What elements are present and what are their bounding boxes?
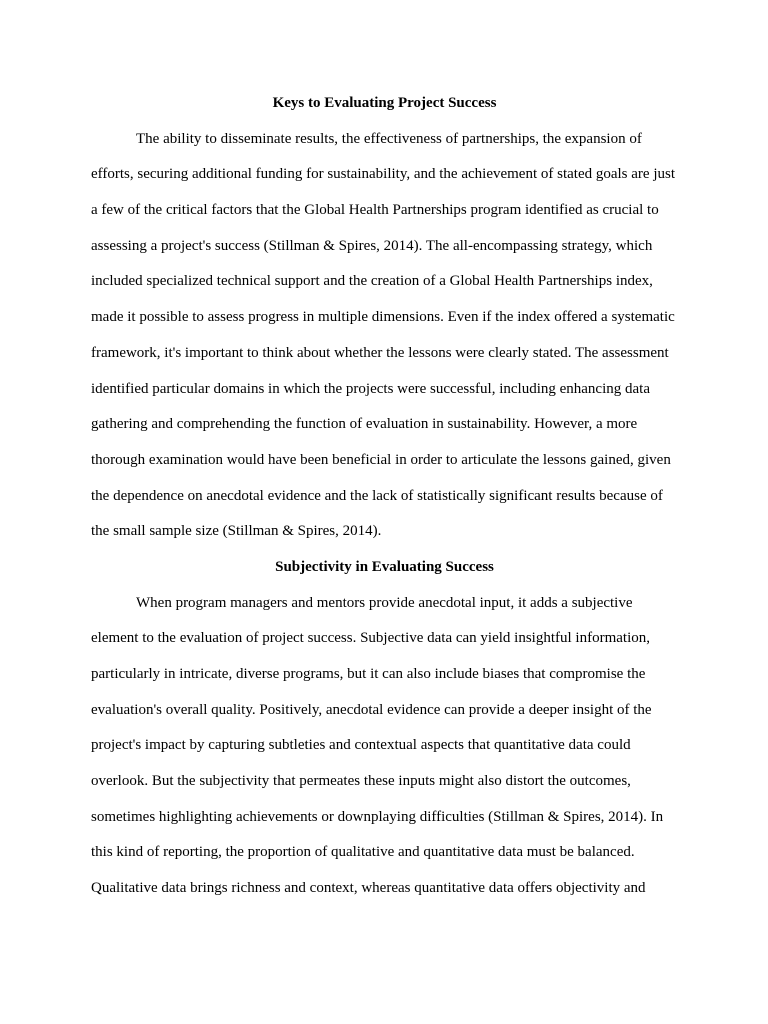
paragraph-line: efforts, securing additional funding for sustainability, and the achievement of stated goals are just — [91, 166, 676, 183]
paragraph-line: gathering and comprehending the function of evaluation in sustainability. However, a more — [91, 416, 638, 433]
paragraph-line: The ability to disseminate results, the effectiveness of partnerships, the expansion of — [136, 130, 642, 147]
paragraph-line: project's impact by capturing subtleties and contextual aspects that quantitative data could — [91, 737, 631, 754]
paragraph-line: Qualitative data brings richness and context, whereas quantitative data offers objectivity and — [91, 880, 646, 897]
paragraph-line: this kind of reporting, the proportion of qualitative and quantitative data must be balanced. — [91, 844, 635, 861]
paragraph-line: the small sample size (Stillman & Spires, 2014). — [91, 523, 382, 540]
paragraph-line: included specialized technical support and the creation of a Global Health Partnerships index, — [91, 273, 653, 290]
paragraph-line: made it possible to assess progress in multiple dimensions. Even if the index offered a systematic — [91, 309, 675, 326]
paragraph-line: thorough examination would have been beneficial in order to articulate the lessons gained, given — [91, 451, 671, 468]
paragraph-line: overlook. But the subjectivity that permeates these inputs might also distort the outcomes, — [91, 773, 631, 790]
paragraph-line: the dependence on anecdotal evidence and the lack of statistically significant results because of — [91, 487, 663, 504]
paragraph-line: assessing a project's success (Stillman & Spires, 2014). The all-encompassing strategy, which — [91, 237, 653, 254]
paragraph-line: identified particular domains in which the projects were successful, including enhancing data — [91, 380, 650, 397]
section-heading: Keys to Evaluating Project Success — [272, 95, 497, 111]
section-heading: Subjectivity in Evaluating Success — [275, 558, 494, 575]
paragraph-line: a few of the critical factors that the Global Health Partnerships program identified as crucial to — [91, 202, 659, 219]
paragraph-line: sometimes highlighting achievements or downplaying difficulties (Stillman & Spires, 2014). In — [91, 808, 664, 825]
section-subjectivity — [91, 555, 678, 912]
paragraph-line: evaluation's overall quality. Positively, anecdotal evidence can provide a deeper insight of the — [91, 701, 652, 718]
section-keys-to-evaluating — [91, 91, 678, 555]
paragraph-line: framework, it's important to think about whether the lessons were clearly stated. The assessment — [91, 344, 669, 361]
paragraph-line: When program managers and mentors provide anecdotal input, it adds a subjective — [136, 594, 633, 611]
paragraph-line: element to the evaluation of project success. Subjective data can yield insightful information, — [91, 630, 650, 647]
paragraph-line: particularly in intricate, diverse programs, but it can also include biases that compromise the — [91, 666, 646, 682]
